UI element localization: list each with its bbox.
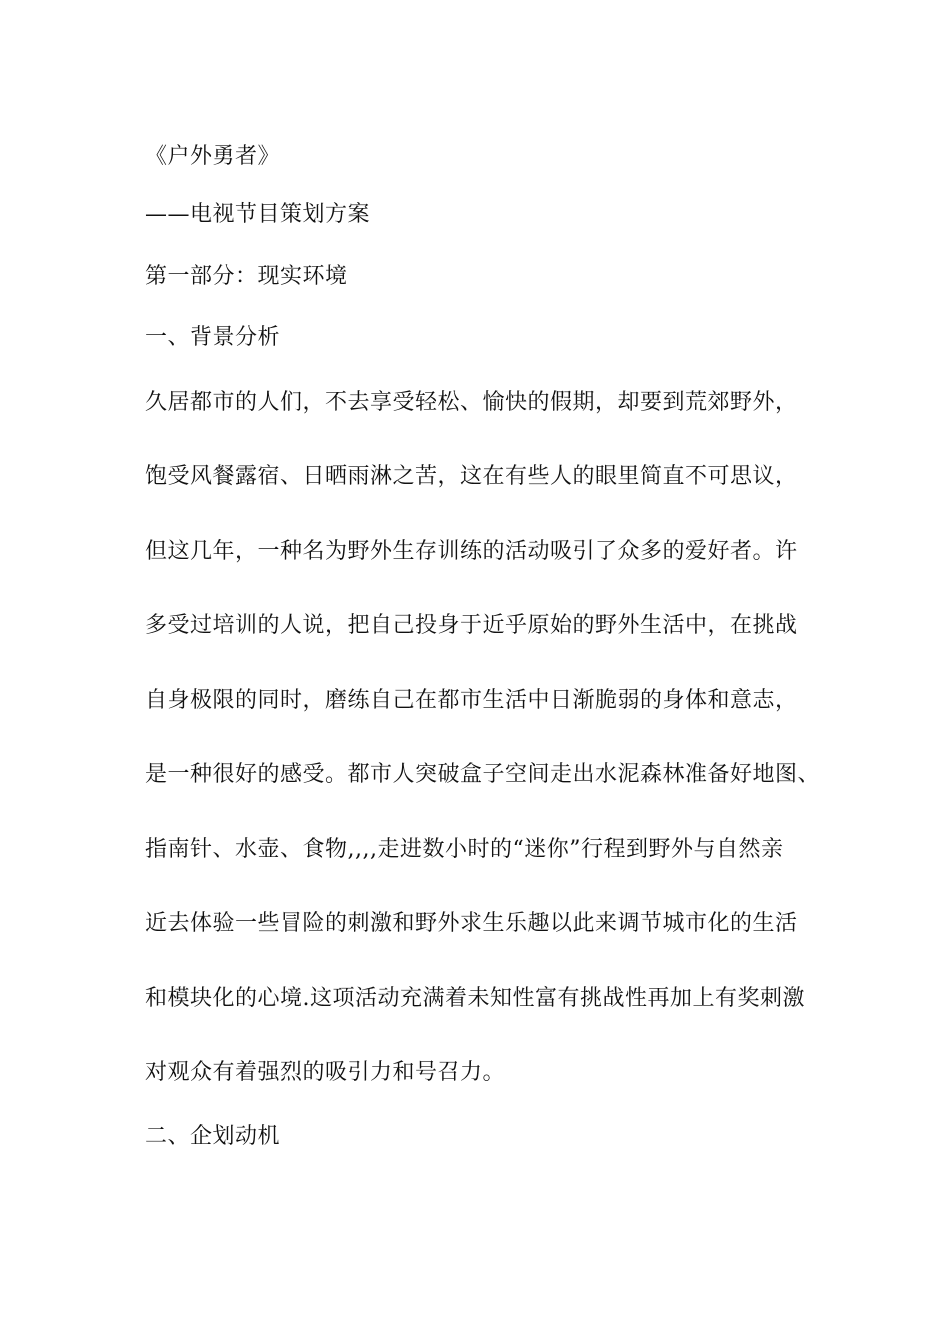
document-title: 《户外勇者》 xyxy=(145,144,281,169)
paragraph-line: 自身极限的同时，磨练自己在都市生活中日渐脆弱的身体和意志， xyxy=(145,688,798,713)
section-heading-background: 一、背景分析 xyxy=(145,325,281,350)
paragraph-line: 近去体验一些冒险的刺激和野外求生乐趣以此来调节城市化的生活 xyxy=(145,911,798,936)
paragraph-line: 多受过培训的人说，把自己投身于近乎原始的野外生活中，在挑战 xyxy=(145,613,798,638)
paragraph-line: 是一种很好的感受。都市人突破盒子空间走出水泥森林准备好地图、 xyxy=(145,762,821,787)
paragraph-line: 指南针、水壶、食物,,,,走进数小时的“迷你”行程到野外与自然亲 xyxy=(145,837,784,862)
section-heading-motivation: 二、企划动机 xyxy=(145,1124,281,1149)
paragraph-line: 久居都市的人们，不去享受轻松、愉快的假期，却要到荒郊野外， xyxy=(145,390,798,415)
paragraph-line: 但这几年，一种名为野外生存训练的活动吸引了众多的爱好者。许 xyxy=(145,539,798,564)
part-heading: 第一部分：现实环境 xyxy=(145,264,348,289)
document-subtitle: ——电视节目策划方案 xyxy=(145,202,371,227)
paragraph-line: 饱受风餐露宿、日晒雨淋之苦，这在有些人的眼里简直不可思议， xyxy=(145,464,798,489)
paragraph-line: 和模块化的心境.这项活动充满着未知性富有挑战性再加上有奖刺激 xyxy=(145,986,805,1011)
paragraph-line: 对观众有着强烈的吸引力和号召力。 xyxy=(145,1060,506,1085)
